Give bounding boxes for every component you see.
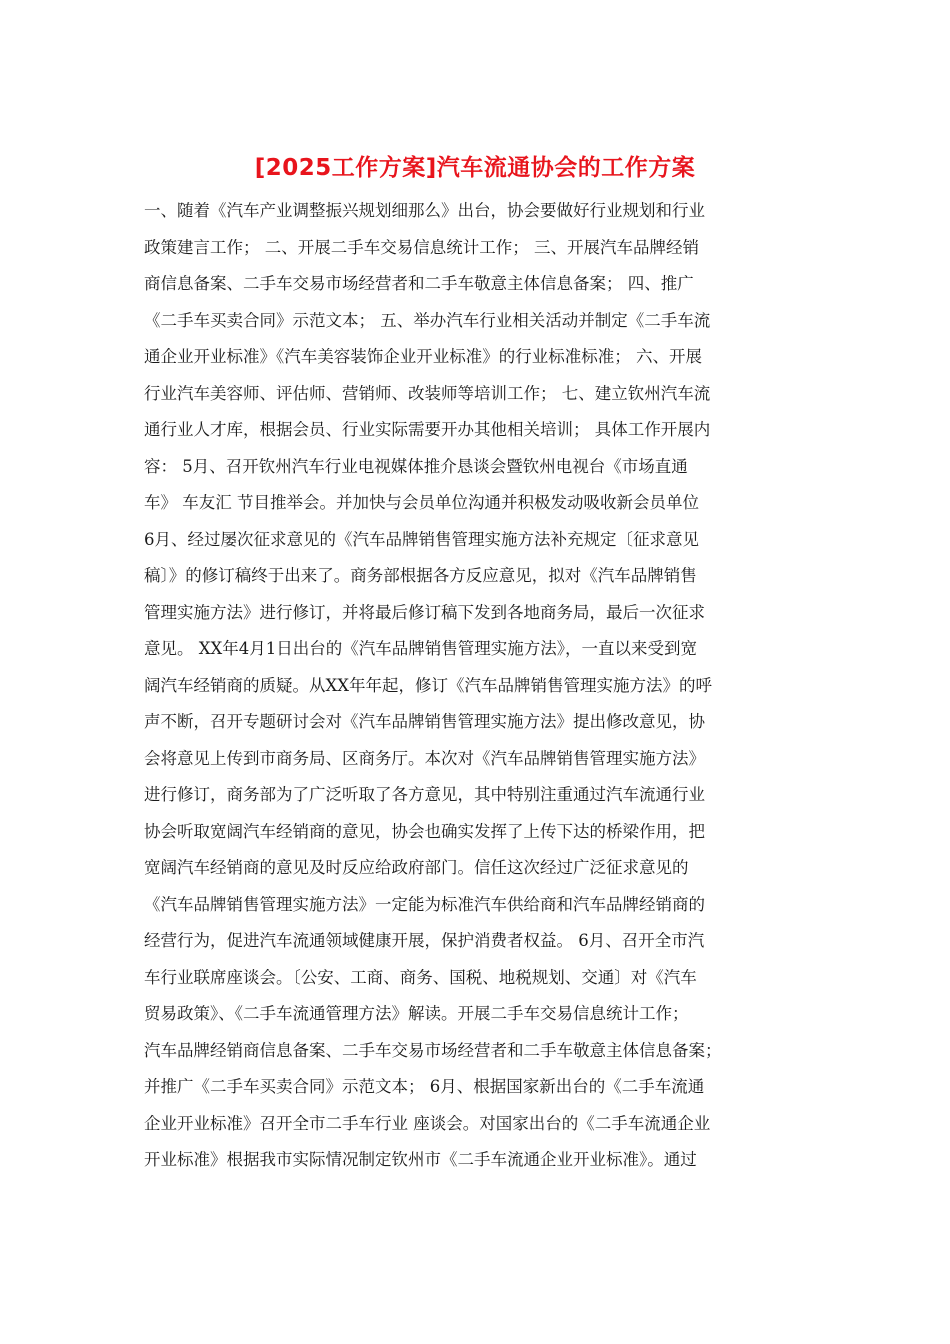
body-line: 6月、经过屡次征求意见的《汽车品牌销售管理实施方法补充规定〔征求意见 (144, 529, 699, 549)
body-line: 容： 5月、召开钦州汽车行业电视媒体推介恳谈会暨钦州电视台《市场直通 (144, 456, 688, 476)
body-line: 宽阔汽车经销商的意见及时反应给政府部门。信任这次经过广泛征求意见的 (144, 858, 689, 877)
body-line: 经营行为，促进汽车流通领域健康开展，保护消费者权益。 6月、召开全市汽 (144, 931, 705, 950)
body-line: 《汽车品牌销售管理实施方法》一定能为标准汽车供给商和汽车品牌经销商的 (144, 894, 705, 914)
document-title: [2025工作方案]汽车流通协会的工作方案 (254, 155, 696, 181)
body-line: 稿〕》的修订稿终于出来了。商务部根据各方反应意见，拟对《汽车品牌销售 (144, 566, 697, 585)
body-line: 意见。 XX年4月1日出台的《汽车品牌销售管理实施方法》，一直以来受到宽 (144, 639, 697, 658)
body-line: 协会听取宽阔汽车经销商的意见，协会也确实发挥了上传下达的桥梁作用，把 (144, 821, 705, 841)
body-line: 《二手车买卖合同》示范文本； 五、举办汽车行业相关活动并制定《二手车流 (144, 310, 711, 330)
body-line: 企业开业标准》召开全市二手车行业 座谈会。对国家出台的《二手车流通企业 (144, 1113, 711, 1133)
body-line: 行业汽车美容师、评估师、营销师、改装师等培训工作； 七、建立钦州汽车流 (144, 383, 711, 403)
body-line: 通企业开业标准》《汽车美容装饰企业开业标准》的行业标准标准； 六、开展 (144, 347, 702, 366)
body-line: 通行业人才库，根据会员、行业实际需要开办其他相关培训； 具体工作开展内 (144, 420, 711, 439)
body-line: 声不断，召开专题研讨会对《汽车品牌销售管理实施方法》提出修改意见，协 (144, 712, 705, 731)
body-line: 进行修订，商务部为了广泛听取了各方意见，其中特别注重通过汽车流通行业 (144, 785, 705, 804)
body-line: 开业标准》根据我市实际情况制定钦州市《二手车流通企业开业标准》。通过 (144, 1150, 697, 1169)
body-line: 车》 车友汇 节目推举会。并加快与会员单位沟通并积极发动吸收新会员单位 (144, 493, 699, 512)
body-line: 政策建言工作； 二、开展二手车交易信息统计工作； 三、开展汽车品牌经销 (144, 237, 699, 257)
body-line: 阔汽车经销商的质疑。从XX年年起，修订《汽车品牌销售管理实施方法》的呼 (144, 675, 712, 695)
body-line: 一、随着《汽车产业调整振兴规划细那么》出台，协会要做好行业规划和行业 (144, 201, 705, 220)
body-line: 商信息备案、二手车交易市场经营者和二手车敬意主体信息备案； 四、推广 (144, 274, 694, 293)
body-line: 并推广《二手车买卖合同》示范文本； 6月、根据国家新出台的《二手车流通 (144, 1077, 705, 1096)
body-line: 车行业联席座谈会。〔公安、工商、商务、国税、地税规划、交通〕对《汽车 (144, 967, 697, 987)
body-line: 贸易政策》、《二手车流通管理方法》解读。开展二手车交易信息统计工作； (144, 1004, 689, 1023)
body-line: 会将意见上传到市商务局、区商务厅。本次对《汽车品牌销售管理实施方法》 (144, 748, 705, 768)
body-line: 汽车品牌经销商信息备案、二手车交易市场经营者和二手车敬意主体信息备案； (144, 1040, 722, 1060)
document-body (144, 193, 808, 1179)
body-line: 管理实施方法》进行修订，并将最后修订稿下发到各地商务局，最后一次征求 (144, 602, 705, 622)
